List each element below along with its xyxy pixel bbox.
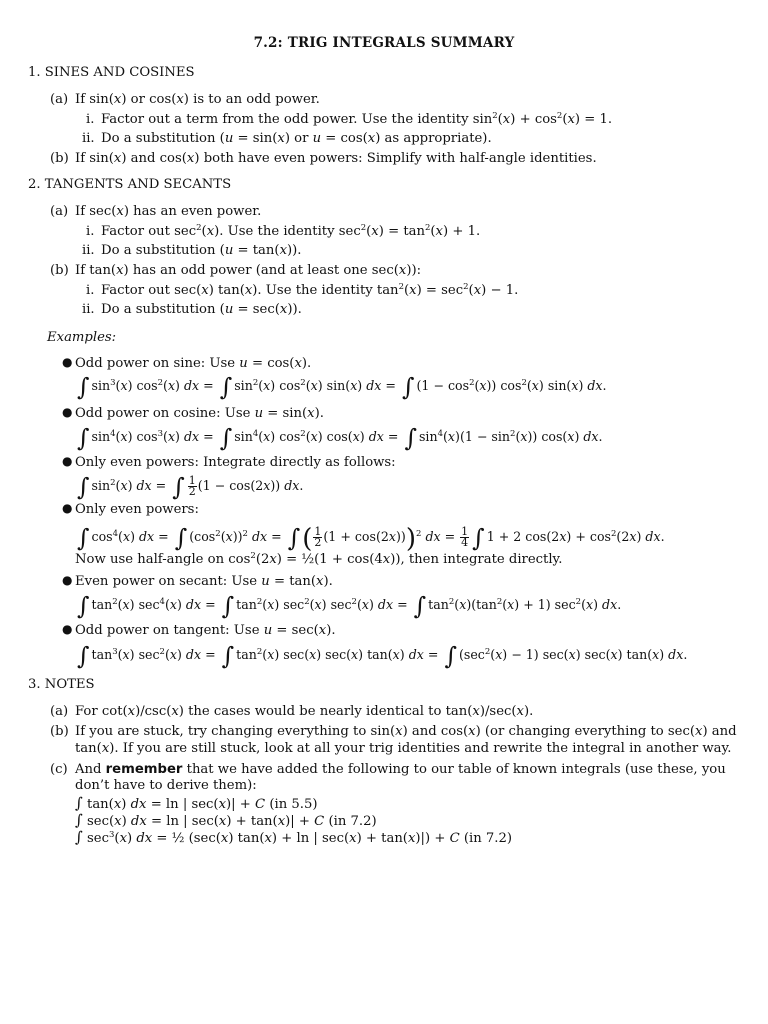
example-equation: ∫ $\tan^3(x)$ $\sec^2(x)$ dx = ∫ $\tan^2(x)$ sec(x) sec(x) tan(x) dx = ∫ $(\sec^2(x) - 1)$ sec(x) sec(x) tan(x) dx. (77, 642, 688, 670)
example-note: Now use half-angle on $\cos^2(2x)$ = ½(1 + cos(4x)), then integrate directly. (75, 551, 563, 567)
example-equation: ∫ $\sin^2(x)$ dx = ∫ $\frac{1}{2}$ (1 − cos(2x)) dx. (77, 473, 304, 501)
known-integral: ∫ tan(x) dx = ln | sec(x)| + C (in 5.5) (75, 794, 318, 812)
item-label: (b) (50, 151, 69, 166)
known-integral: ∫ sec(x) dx = ln | sec(x) + tan(x)| + C (in 7.2) (75, 811, 377, 829)
example-label: Only even powers: Integrate directly as follows: (75, 455, 396, 470)
note-label: (c) (50, 762, 68, 777)
example-label: Even power on secant: Use u = tan(x). (75, 574, 333, 589)
subitem-label: ii. (82, 243, 95, 258)
item-text: If sin(x) and cos(x) both have even powers: Simplify with half-angle identities. (75, 151, 597, 166)
bullet-icon: ● (62, 573, 73, 587)
page-title: 7.2: TRIG INTEGRALS SUMMARY (253, 35, 515, 51)
item-label: (b) (50, 263, 69, 278)
note-text: For cot(x)/csc(x) the cases would be nearly identical to tan(x)/sec(x). (75, 704, 534, 719)
examples-heading: Examples: (47, 330, 117, 345)
remember-emphasis: remember (105, 762, 183, 777)
subitem-label: i. (86, 224, 95, 239)
subitem-label: i. (86, 112, 95, 127)
bullet-icon: ● (62, 355, 73, 369)
section-heading-tangents-secants: 2. TANGENTS AND SECANTS (28, 177, 232, 192)
item-label: (a) (50, 92, 69, 107)
item-text: If sin(x) or cos(x) is to an odd power. (75, 92, 320, 107)
note-text-pre: And (75, 762, 102, 777)
item-label: (a) (50, 204, 69, 219)
note-text: If you are stuck, try changing everything to sin(x) and cos(x) (or changing everything to sec(x) and (75, 724, 737, 739)
note-text-post: that we have added the following to our table of known integrals (use these, you (186, 762, 726, 777)
subitem-label: ii. (82, 131, 95, 146)
example-label: Odd power on cosine: Use u = sin(x). (75, 406, 324, 421)
example-label: Only even powers: (75, 502, 199, 517)
subitem-text: Do a substitution (u = tan(x)). (101, 243, 302, 258)
bullet-icon: ● (62, 454, 73, 468)
subitem-label: ii. (82, 302, 95, 317)
item-text: If tan(x) has an odd power (and at least one sec(x)): (75, 263, 422, 278)
known-integral: ∫ $\sec^3(x)$ dx = ½ (sec(x) tan(x) + ln | sec(x) + tan(x)|) + C (in 7.2) (75, 828, 513, 846)
bullet-icon: ● (62, 622, 73, 636)
example-equation: ∫ $\sin^4(x)$ $\cos^3(x)$ dx = ∫ $\sin^4(x)$ $\cos^2(x)$ cos(x) dx = ∫ $\sin^4(x)(1 - \sin^2(x))$ cos(x) dx. (77, 424, 603, 452)
example-label: Odd power on tangent: Use u = sec(x). (75, 623, 336, 638)
example-equation: ∫ $\cos^4(x)$ dx = ∫ $(\cos^2(x))^2$ dx = ∫( $\frac{1}{2}$ (1 + cos(2x)))$^2$ dx = $\frac{1}{4}$ ∫ 1 + 2 $\cos(2x) + \cos^2(2x)$ dx. (77, 524, 665, 554)
example-equation: ∫ $\sin^3(x)$ $\cos^2(x)$ dx = ∫ $\sin^2(x)$ $\cos^2(x)$ sin(x) dx = ∫ $(1 - \cos^2(x))$ $\cos^2(x)$ sin(x) dx. (77, 373, 607, 401)
section-heading-sines-cosines: 1. SINES AND COSINES (28, 65, 195, 80)
subitem-text: Factor out sec(x) tan(x). Use the identity $\tan^2(x) = \sec^2(x) - 1$. (101, 282, 519, 298)
subitem-text: Do a substitution (u = sin(x) or u = cos(x) as appropriate). (101, 131, 492, 146)
item-text: If sec(x) has an even power. (75, 204, 262, 219)
example-equation: ∫ $\tan^2(x)$ $\sec^4(x)$ dx = ∫ $\tan^2(x)$ $\sec^2(x)$ $\sec^2(x)$ dx = ∫ $\tan^2(x)(\tan^2(x) + 1)$ $\sec^2(x)$ dx. (77, 592, 622, 620)
subitem-text: Do a substitution (u = sec(x)). (101, 302, 302, 317)
note-text: tan(x). If you are still stuck, look at all your trig identities and rewrite the integral in another way. (75, 741, 732, 756)
note-text: don’t have to derive them): (75, 778, 257, 793)
bullet-icon: ● (62, 501, 73, 515)
example-label: Odd power on sine: Use u = cos(x). (75, 356, 312, 371)
bullet-icon: ● (62, 405, 73, 419)
subitem-text: Factor out a term from the odd power. Use the identity $\sin^2(x) + \cos^2(x) = 1$. (101, 111, 613, 127)
note-label: (a) (50, 704, 69, 719)
section-heading-notes: 3. NOTES (28, 677, 95, 692)
note-label: (b) (50, 724, 69, 739)
subitem-label: i. (86, 283, 95, 298)
subitem-text: Factor out $\sec^2(x)$. Use the identity $\sec^2(x) = \tan^2(x) + 1$. (101, 223, 481, 239)
